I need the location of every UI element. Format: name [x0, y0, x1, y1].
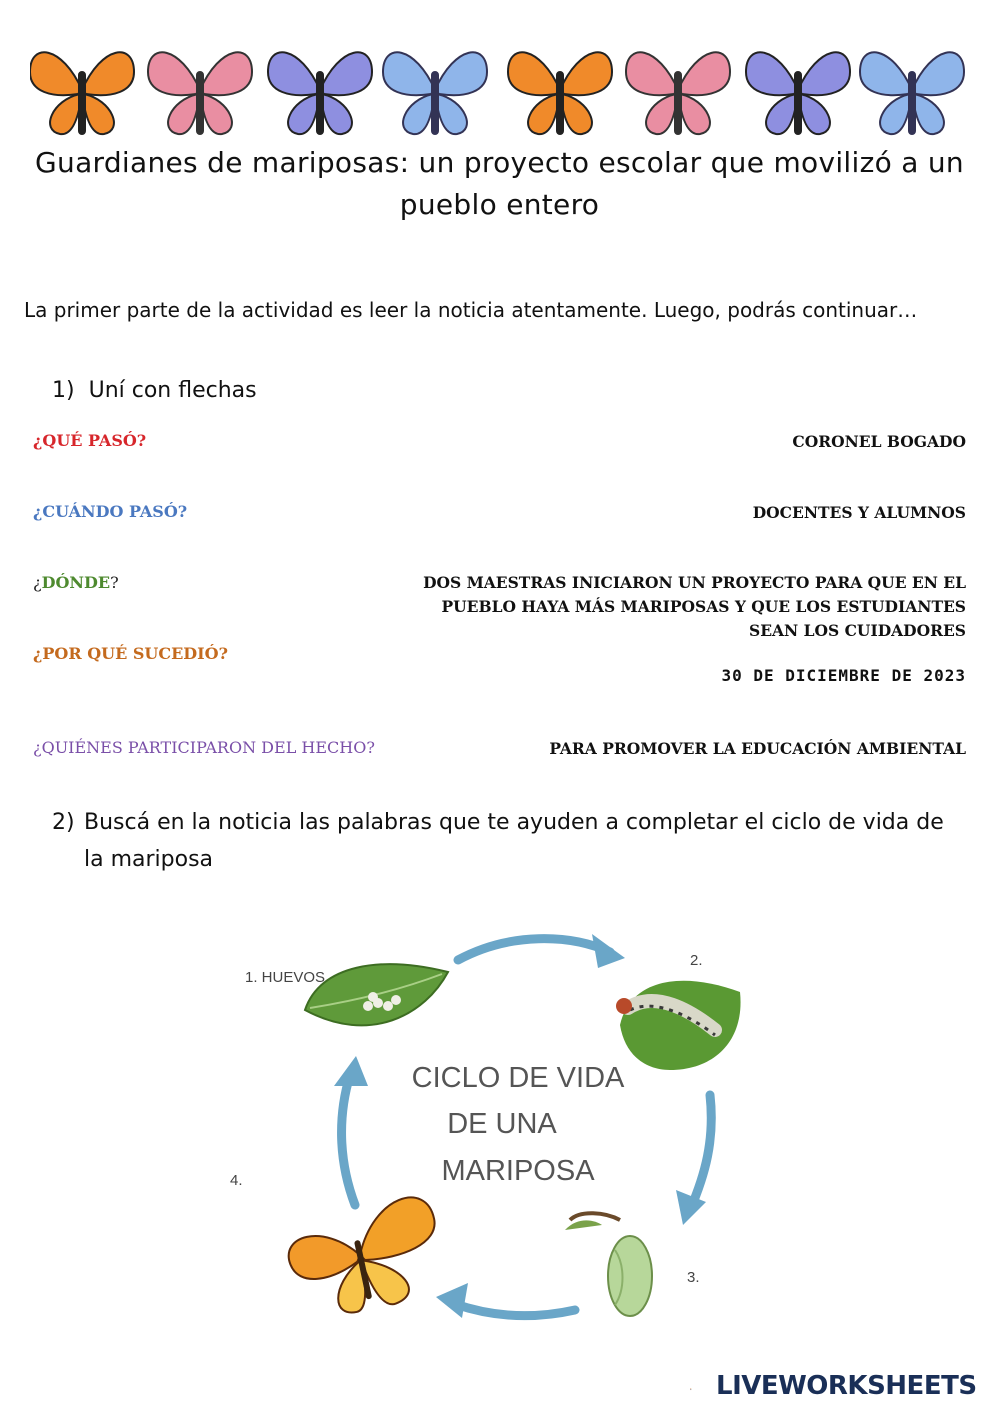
question-number: 1) — [52, 378, 75, 403]
butterfly-icon — [746, 52, 850, 134]
answer-line: SEAN LOS CUIDADORES — [749, 621, 966, 640]
arrow-head-icon — [436, 1283, 468, 1318]
cycle-arrow — [690, 1095, 711, 1210]
question-suffix: ? — [110, 573, 119, 592]
question-por-que[interactable]: ¿POR QUÉ SUCEDIÓ? — [33, 644, 228, 663]
stage-2-label: 2. — [690, 952, 703, 969]
arrow-head-icon — [676, 1190, 706, 1225]
liveworksheets-logo-icon — [690, 1372, 714, 1406]
butterfly-border — [30, 38, 970, 138]
question-que-paso[interactable]: ¿QUÉ PASÓ? — [33, 431, 147, 450]
question-2-heading — [52, 804, 962, 878]
question-quienes[interactable]: ¿QUIÉNES PARTICIPARON DEL HECHO? — [33, 738, 375, 757]
answer-lugar[interactable]: CORONEL BOGADO — [792, 432, 966, 451]
butterfly-icon — [626, 52, 730, 134]
answer-hecho[interactable] — [423, 571, 966, 643]
butterfly-icon — [508, 52, 612, 134]
cycle-arrow — [455, 1304, 575, 1316]
cycle-arrow — [458, 939, 610, 960]
chrysalis-icon — [565, 1213, 652, 1316]
arrow-head-icon — [592, 934, 625, 968]
question-prefix: ¿ — [33, 573, 42, 592]
answer-line: PUEBLO HAYA MÁS MARIPOSAS Y QUE LOS ESTUDIANTES — [441, 597, 966, 616]
answer-fecha[interactable]: 30 DE DICIEMBRE DE 2023 — [721, 666, 966, 685]
answer-line: DOS MAESTRAS INICIARON UN PROYECTO PARA QUE EN EL — [423, 573, 966, 592]
arrow-head-icon — [334, 1056, 368, 1086]
cycle-title-line: DE UNA — [447, 1108, 557, 1140]
butterfly-icon — [383, 52, 487, 134]
butterfly-icon — [148, 52, 252, 134]
cycle-title-line: MARIPOSA — [441, 1155, 595, 1187]
stage-3-label: 3. — [687, 1269, 700, 1286]
intro-paragraph: La primer parte de la actividad es leer la noticia atentamente. Luego, podrás continuar… — [24, 298, 918, 322]
stage-4-label: 4. — [230, 1172, 243, 1189]
stage-1-label: 1. HUEVOS — [245, 969, 326, 986]
answer-participantes[interactable]: DOCENTES Y ALUMNOS — [752, 503, 966, 522]
cycle-title-line: CICLO DE VIDA — [411, 1062, 625, 1094]
page-title: Guardianes de mariposas: un proyecto escolar que movilizó a un pueblo entero — [35, 146, 964, 221]
question-cuando-paso[interactable]: ¿CUÁNDO PASÓ? — [33, 502, 188, 521]
adult-butterfly-icon — [282, 1193, 450, 1323]
leaf-with-eggs-icon — [305, 964, 448, 1025]
life-cycle-diagram — [210, 920, 770, 1340]
question-text: Buscá en la noticia las palabras que te ayuden a completar el ciclo de vida de la mariposa — [84, 810, 944, 872]
liveworksheets-brand: LIVEWORKSHEETS — [716, 1371, 977, 1401]
question-1-heading — [52, 378, 257, 403]
question-text: Uní con flechas — [88, 378, 257, 403]
cycle-arrow — [342, 1075, 355, 1205]
question-donde[interactable] — [33, 573, 119, 592]
butterfly-icon — [30, 52, 134, 134]
butterfly-icon — [268, 52, 372, 134]
answer-motivo[interactable]: PARA PROMOVER LA EDUCACIÓN AMBIENTAL — [549, 739, 966, 758]
question-word: DÓNDE — [41, 573, 111, 592]
question-number: 2) — [52, 810, 75, 835]
caterpillar-icon — [616, 981, 741, 1070]
butterfly-icon — [860, 52, 964, 134]
